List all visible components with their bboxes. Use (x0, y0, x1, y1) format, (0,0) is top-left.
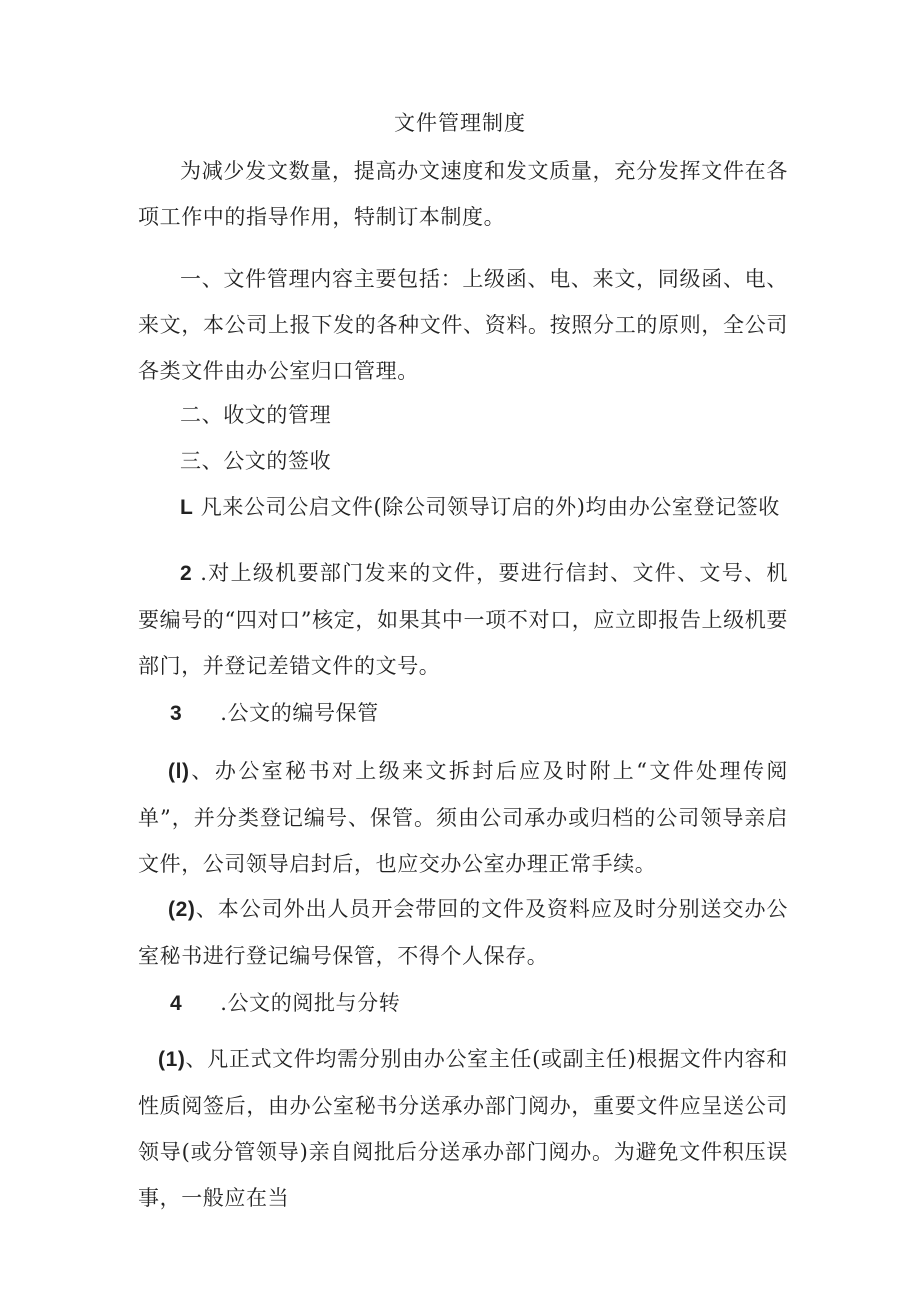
item-2-paragraph (138, 550, 788, 689)
section-3-heading: 三、公文的签收 (180, 449, 332, 473)
item-1-number: L (180, 496, 194, 519)
item-4-heading (138, 980, 788, 1027)
item-3-1-number: (l) (168, 760, 190, 783)
item-4-1-paragraph (138, 1036, 788, 1221)
item-2-number: 2 (180, 562, 193, 585)
item-3-2-number: (2) (168, 898, 196, 921)
item-3-number: 3 (170, 702, 183, 725)
item-4-1-number: (1) (158, 1048, 186, 1071)
item-3-text: .公文的编号保管 (220, 701, 379, 725)
item-3-2-paragraph (138, 886, 788, 979)
item-3-1-paragraph (138, 748, 788, 887)
item-4-number: 4 (170, 992, 183, 1015)
item-4-1-text: 、凡正式文件均需分别由办公室主任(或副主任)根据文件内容和性质阅签后，由办公室秘书分送承办部门阅办，重要文件应呈送公司领导(或分管领导)亲自阅批后分送承办部门阅办。为避免文件积压误事，一般应在当 (138, 1047, 788, 1210)
item-3-2-text: 、本公司外出人员开会带回的文件及资料应及时分别送交办公室秘书进行登记编号保管，不得个人保存。 (138, 897, 788, 968)
item-1-text: 凡来公司公启文件(除公司领导订启的外)均由办公室登记签收 (200, 495, 780, 519)
section-2-heading: 二、收文的管理 (180, 403, 332, 427)
item-3-1-text: 、办公室秘书对上级来文拆封后应及时附上“文件处理传阅单”，并分类登记编号、保管。须由公司承办或归档的公司领导亲启文件，公司领导启封后，也应交办公室办理正常手续。 (138, 759, 788, 876)
document-title: 文件管理制度 (394, 111, 526, 135)
item-4-text: .公文的阅批与分转 (220, 991, 401, 1015)
item-2-text: .对上级机要部门发来的文件，要进行信封、文件、文号、机要编号的“四对口”核定，如果其中一项不对口，应立即报告上级机要部门，并登记差错文件的文号。 (138, 561, 788, 678)
item-1-paragraph (138, 484, 788, 531)
item-3-heading (138, 690, 788, 737)
intro-paragraph: 为减少发文数量，提高办文速度和发文质量，充分发挥文件在各项工作中的指导作用，特制订本制度。 (138, 159, 788, 229)
section-1-paragraph: 一、文件管理内容主要包括：上级函、电、来文，同级函、电、来文，本公司上报下发的各种文件、资料。按照分工的原则，全公司各类文件由办公室归口管理。 (138, 267, 788, 383)
